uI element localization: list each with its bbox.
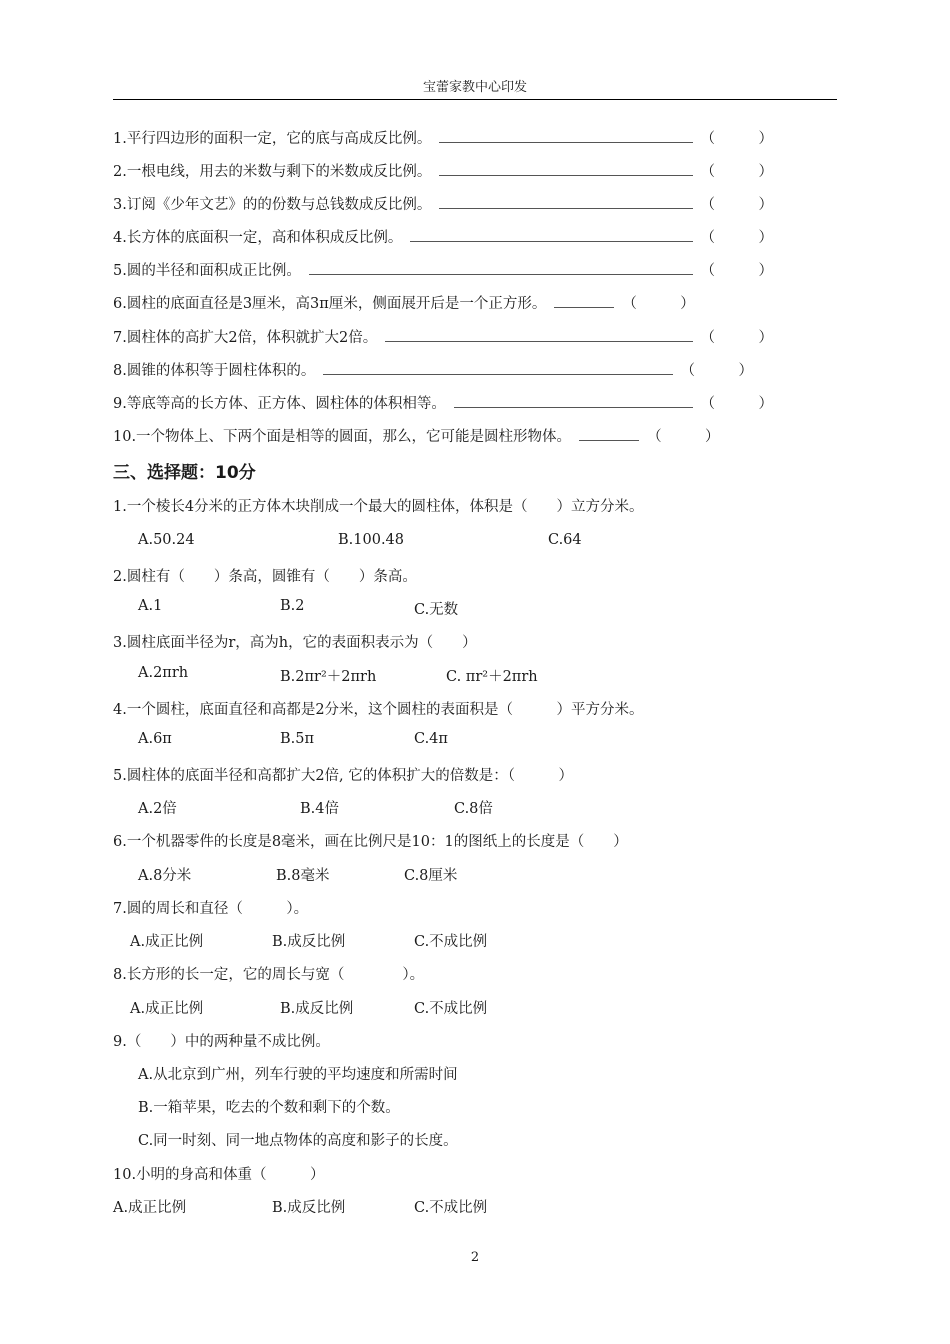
answer-paren[interactable]: （ ） bbox=[700, 130, 773, 147]
option-c[interactable]: C.8倍 bbox=[454, 801, 493, 817]
answer-paren[interactable]: （ ） bbox=[622, 295, 695, 312]
judgement-text: 1.平行四边形的面积一定，它的底与高成反比例。 bbox=[113, 130, 432, 147]
judgement-text: 7.圆柱体的高扩大2倍，体积就扩大2倍。 bbox=[113, 329, 378, 346]
option-c[interactable]: C.无数 bbox=[414, 602, 459, 618]
judgement-text: 4.长方体的底面积一定，高和体积成反比例。 bbox=[113, 229, 403, 246]
question: 3.圆柱底面半径为r，高为h，它的表面积表示为（ ） bbox=[113, 635, 477, 651]
question: 9.（ ）中的两种量不成比例。 bbox=[113, 1034, 330, 1050]
page-header: 宝蕾家教中心印发 bbox=[113, 80, 837, 100]
judgement-item bbox=[113, 357, 753, 381]
option-a[interactable]: A.成正比例 bbox=[130, 934, 204, 950]
answer-line bbox=[439, 142, 692, 143]
answer-line bbox=[323, 374, 672, 375]
question: 1.一个棱长4分米的正方体木块削成一个最大的圆柱体，体积是（ ）立方分米。 bbox=[113, 499, 644, 515]
option-a[interactable]: A.从北京到广州，列车行驶的平均速度和所需时间 bbox=[138, 1067, 458, 1083]
question: 2.圆柱有（ ）条高，圆锥有（ ）条高。 bbox=[113, 569, 417, 585]
judgement-item bbox=[113, 125, 773, 149]
answer-line bbox=[439, 208, 692, 209]
judgement-item bbox=[113, 290, 773, 314]
option-a[interactable]: A.8分米 bbox=[138, 868, 192, 884]
question: 10.小明的身高和体重（ ） bbox=[113, 1167, 325, 1183]
answer-paren[interactable]: （ ） bbox=[647, 428, 720, 445]
option-a[interactable]: A.6π bbox=[138, 731, 172, 747]
judgement-item bbox=[113, 324, 773, 348]
judgement-text: 8.圆锥的体积等于圆柱体积的。 bbox=[113, 362, 316, 379]
judgement-text: 5.圆的半径和面积成正比例。 bbox=[113, 262, 301, 279]
option-b[interactable]: B.成反比例 bbox=[272, 1200, 346, 1216]
option-c[interactable]: C.不成比例 bbox=[414, 1001, 488, 1017]
question: 6.一个机器零件的长度是8毫米，画在比例尺是10：1的图纸上的长度是（ ） bbox=[113, 834, 628, 850]
option-c[interactable]: C.同一时刻、同一地点物体的高度和影子的长度。 bbox=[138, 1133, 458, 1149]
option-b[interactable]: B.2 bbox=[280, 598, 305, 614]
option-c[interactable]: C.不成比例 bbox=[414, 1200, 488, 1216]
answer-paren[interactable]: （ ） bbox=[700, 196, 773, 213]
question: 4.一个圆柱，底面直径和高都是2分米，这个圆柱的表面积是（ ）平方分米。 bbox=[113, 702, 644, 718]
option-a[interactable]: A.成正比例 bbox=[113, 1200, 187, 1216]
answer-line bbox=[454, 407, 693, 408]
answer-line bbox=[554, 307, 614, 308]
question: 5.圆柱体的底面半径和高都扩大2倍, 它的体积扩大的倍数是：（ ） bbox=[113, 768, 574, 784]
option-c[interactable]: C.64 bbox=[548, 532, 582, 548]
page-number: 2 bbox=[470, 1250, 480, 1265]
option-a[interactable]: A.2倍 bbox=[138, 801, 177, 817]
answer-paren[interactable]: （ ） bbox=[700, 329, 773, 346]
option-c[interactable]: C.4π bbox=[414, 731, 448, 747]
option-b[interactable]: B.8毫米 bbox=[276, 868, 330, 884]
option-b[interactable]: B.成反比例 bbox=[280, 1001, 354, 1017]
judgement-text: 9.等底等高的长方体、正方体、圆柱体的体积相等。 bbox=[113, 395, 446, 412]
judgement-item bbox=[113, 257, 773, 281]
judgement-item bbox=[113, 390, 773, 414]
judgement-text: 6.圆柱的底面直径是3厘米，高3π厘米，侧面展开后是一个正方形。 bbox=[113, 295, 547, 312]
judgement-item bbox=[113, 191, 773, 215]
judgement-text: 3.订阅《少年文艺》的的份数与总钱数成反比例。 bbox=[113, 196, 432, 213]
option-a[interactable]: A.1 bbox=[138, 598, 163, 614]
option-b[interactable]: B.100.48 bbox=[338, 532, 405, 548]
option-b[interactable]: B.成反比例 bbox=[272, 934, 346, 950]
answer-paren[interactable]: （ ） bbox=[680, 362, 753, 379]
judgement-item bbox=[113, 423, 773, 447]
answer-line bbox=[579, 440, 639, 441]
option-b[interactable]: B.一箱苹果，吃去的个数和剩下的个数。 bbox=[138, 1100, 400, 1116]
option-a[interactable]: A.50.24 bbox=[138, 532, 195, 548]
answer-paren[interactable]: （ ） bbox=[700, 163, 773, 180]
option-c[interactable]: C.不成比例 bbox=[414, 934, 488, 950]
option-a[interactable]: A.成正比例 bbox=[130, 1001, 204, 1017]
answer-line bbox=[410, 241, 692, 242]
judgement-text: 2.一根电线，用去的米数与剩下的米数成反比例。 bbox=[113, 163, 432, 180]
answer-paren[interactable]: （ ） bbox=[700, 395, 773, 412]
option-c[interactable]: C.8厘米 bbox=[404, 868, 458, 884]
option-b[interactable]: B.5π bbox=[280, 731, 315, 747]
answer-paren[interactable]: （ ） bbox=[700, 262, 773, 279]
answer-paren[interactable]: （ ） bbox=[700, 229, 773, 246]
option-a[interactable]: A.2πrh bbox=[138, 665, 189, 681]
answer-line bbox=[309, 274, 693, 275]
option-b[interactable]: B.2πr²＋2πrh bbox=[280, 669, 377, 685]
judgement-item bbox=[113, 224, 773, 248]
option-b[interactable]: B.4倍 bbox=[300, 801, 339, 817]
judgement-text: 10.一个物体上、下两个面是相等的圆面，那么，它可能是圆柱形物体。 bbox=[113, 428, 572, 445]
option-c[interactable]: C. πr²＋2πrh bbox=[446, 669, 538, 685]
question: 7.圆的周长和直径（ ）。 bbox=[113, 901, 309, 917]
section-title: 三、选择题：10分 bbox=[113, 463, 256, 483]
judgement-item bbox=[113, 158, 773, 182]
answer-line bbox=[439, 175, 692, 176]
answer-line bbox=[385, 341, 692, 342]
question: 8.长方形的长一定，它的周长与宽（ ）。 bbox=[113, 967, 425, 983]
